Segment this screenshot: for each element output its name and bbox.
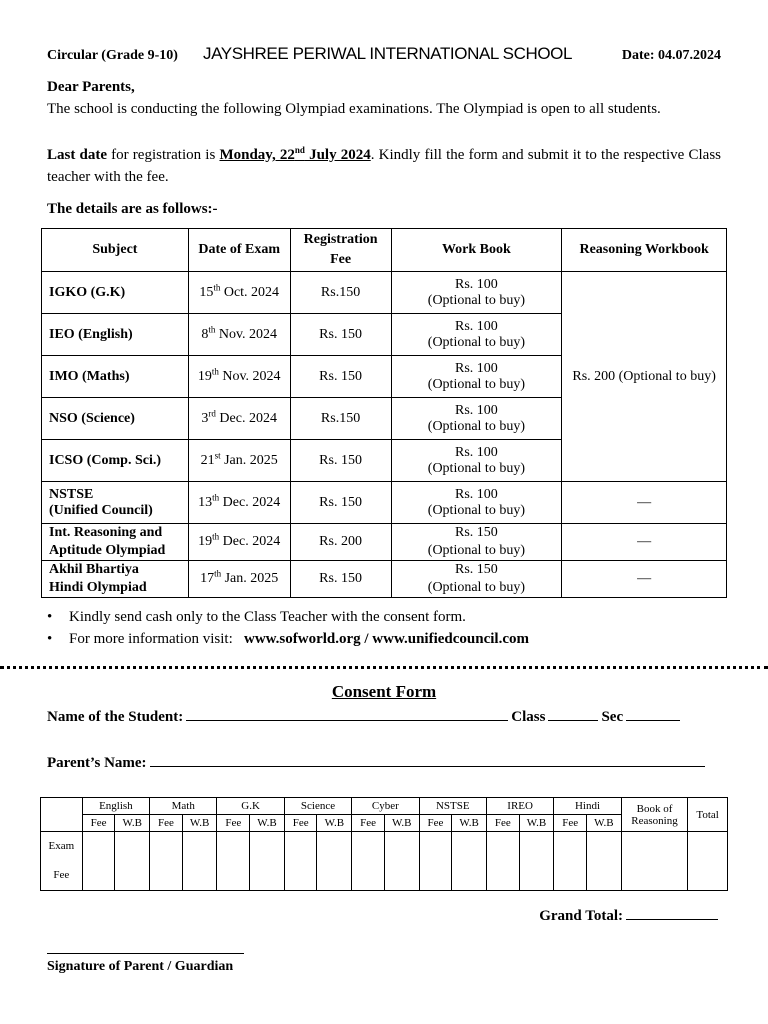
list-item: • For more information visit: www.sofworld.org / www.unifiedcouncil.com [47, 628, 529, 650]
student-name-field[interactable] [186, 706, 508, 721]
table-row: Akhil Bhartiya Hindi Olympiad 17th Jan. 2025 Rs. 150 Rs. 150 (Optional to buy) — [42, 561, 727, 598]
letter-header [47, 44, 721, 70]
olympiad-details-table [41, 228, 727, 598]
class-field[interactable] [548, 706, 598, 721]
parent-name-row: Parent’s Name: [47, 752, 721, 774]
parent-name-field[interactable] [150, 752, 705, 767]
table-row: Int. Reasoning and Aptitude Olympiad 19th Dec. 2024 Rs. 200 Rs. 150 (Optional to buy) — [42, 524, 727, 561]
circular-date: Date: 04.07.2024 [621, 48, 721, 63]
table-row: IGKO (G.K) 15th Oct. 2024 Rs.150 Rs. 100 (Optional to buy) Rs. 200 (Optional to buy) [42, 272, 727, 314]
last-date-value: Monday, 22nd July 2024 [219, 145, 371, 163]
reasoning-dash: — [562, 524, 727, 561]
table-row: IMO (Maths) 19th Nov. 2024 Rs. 150 Rs. 100 (Optional to buy) [42, 356, 727, 398]
info-links[interactable]: www.sofworld.org / www.unifiedcouncil.com [243, 631, 529, 647]
book-of-reasoning-header: Book of Reasoning [621, 798, 688, 832]
circular-label: Circular (Grade 9-10) [47, 48, 178, 63]
student-name-row: Name of the Student: Class Sec [47, 706, 721, 728]
exam-fee-label: Exam Fee [41, 832, 83, 891]
fee-table-subject-row: English Math G.K Science Cyber NSTSE IREO Hindi Book of Reasoning Total [41, 798, 728, 815]
fee-entry-row [41, 832, 728, 891]
total-header: Total [688, 798, 728, 832]
notes-list [47, 606, 529, 650]
school-name: JAYSHREE PERIWAL INTERNATIONAL SCHOOL [203, 44, 573, 63]
list-item: • Kindly send cash only to the Class Teacher with the consent form. [47, 606, 529, 628]
fee-entry-table [40, 797, 728, 891]
header-date: Date of Exam [188, 229, 290, 272]
table-row: IEO (English) 8th Nov. 2024 Rs. 150 Rs. 100 (Optional to buy) [42, 314, 727, 356]
grand-total: Grand Total: [539, 905, 721, 925]
details-intro: The details are as follows:- [47, 201, 218, 217]
bullet-icon: • [47, 609, 53, 625]
reasoning-workbook-price: Rs. 200 (Optional to buy) [562, 272, 727, 482]
signature-label: Signature of Parent / Guardian [47, 959, 234, 974]
header-subject: Subject [42, 229, 189, 272]
salutation: Dear Parents, [47, 79, 135, 95]
table-row: ICSO (Comp. Sci.) 21st Jan. 2025 Rs. 150 Rs. 100 (Optional to buy) [42, 440, 727, 482]
consent-form-title: Consent Form [331, 682, 437, 701]
header-workbook: Work Book [391, 229, 562, 272]
signature-line[interactable] [47, 953, 244, 954]
fee-table-type-row: Fee W.B Fee W.B Fee W.B Fee W.B Fee W.B Fee W.B Fee W.B Fee W.B [41, 815, 728, 832]
table-row: NSTSE (Unified Council) 13th Dec. 2024 Rs. 150 Rs. 100 (Optional to buy) — [42, 482, 727, 524]
last-date-paragraph: Last date for registration is Monday, 22nd July 2024. Kindly fill the form and submit it to the respective Class teacher with the fee. [47, 145, 722, 185]
header-fee: Registration Fee [290, 229, 391, 272]
cut-line [0, 666, 768, 669]
sec-field[interactable] [626, 706, 680, 721]
header-reasoning: Reasoning Workbook [562, 229, 727, 272]
intro-paragraph: The school is conducting the following Olympiad examinations. The Olympiad is open to all students. [47, 101, 661, 117]
last-date-label: Last date [47, 147, 107, 163]
table-header-row [42, 229, 727, 272]
reasoning-dash: — [562, 561, 727, 598]
table-row: NSO (Science) 3rd Dec. 2024 Rs.150 Rs. 100 (Optional to buy) [42, 398, 727, 440]
bullet-icon: • [47, 631, 53, 647]
reasoning-dash: — [562, 482, 727, 524]
grand-total-field[interactable] [626, 905, 718, 920]
